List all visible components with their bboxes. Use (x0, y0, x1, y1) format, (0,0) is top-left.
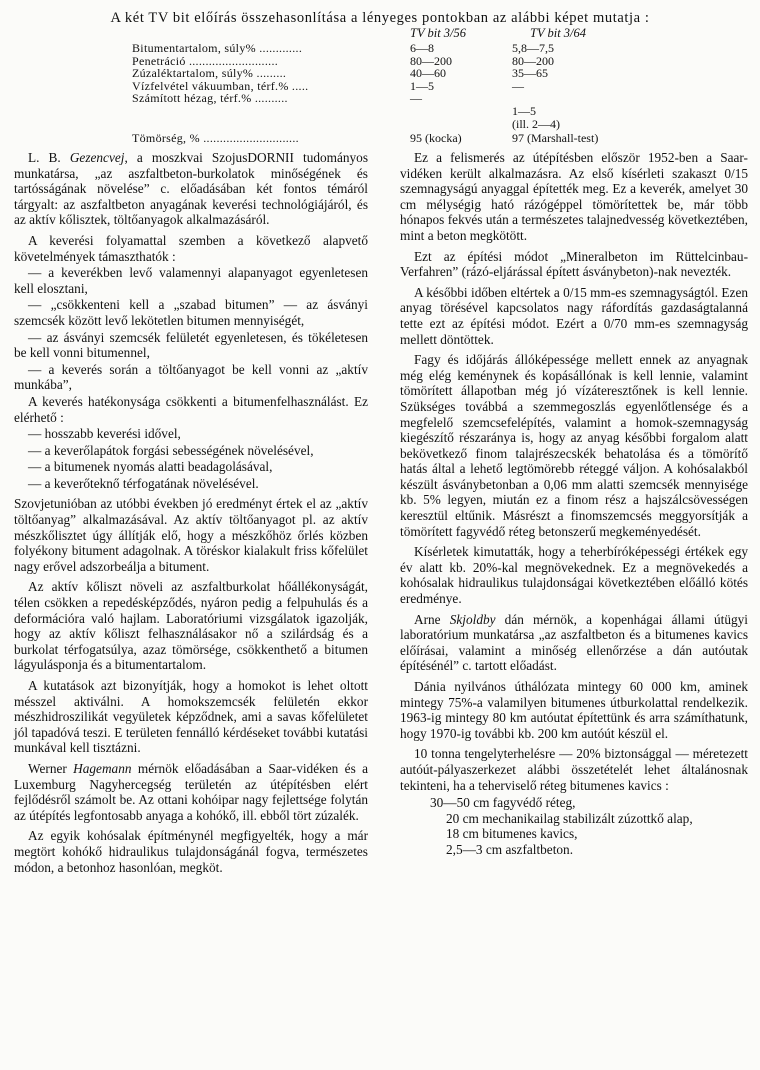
spec-row (132, 66, 692, 79)
paragraph: 10 tonna tengelyterhelésre — 20% biztonsággal — méretezett autóút-pályaszerkezet alábbi összetételét lehet általánosnak tekinteni, ha a teherviselő réteg bitumenes kavics : (400, 746, 748, 793)
dash-item: — a keverékben levő valamennyi alapanyagot egyenletesen kell elosztani, (14, 265, 368, 296)
author-prefix: Arne (414, 611, 450, 627)
dash-item: — a keverőteknő térfogatának növelésével. (28, 475, 259, 491)
spec-header (132, 26, 692, 41)
spec-row (132, 41, 692, 54)
spec-label: Zúzaléktartalom, súly% ......... (132, 66, 287, 81)
paragraph (14, 150, 368, 228)
paragraph (400, 612, 748, 674)
col2-header: TV bit 3/64 (530, 26, 587, 40)
spec-value-56: 40—60 (410, 66, 446, 81)
col1-header: TV bit 3/56 (410, 26, 467, 40)
dash-item: — „csökkenteni kell a „szabad bitumen” — az ásványi szemcsék között levő lekötetlen bitumen mennyiségét, (14, 297, 368, 328)
left-column (14, 150, 368, 880)
paragraph: A keverés hatékonysága csökkenti a bitumenfelhasználást. Ez elérhető : (14, 393, 368, 425)
spec-value-64: 35—65 (512, 66, 548, 81)
paragraph: Dánia nyilvános úthálózata mintegy 60 000 km, aminek mintegy 75%-a valamilyen bitumenes útburkolattal rendelkezik. 1963-ig mintegy 80 km autóutat építettünk és arra számíthatunk, hogy 1970-ig további kb. 200 km autóút készül el. (400, 679, 748, 741)
author-name: Hagemann (73, 760, 132, 776)
paragraph-text: , a moszkvai SzojusDORNII tudományos munkatársa, „az aszfaltbeton-burkolatok minőségének és tartósságának növelése” c. előadásában két fontos témáról tárgyalt: az aszfaltbeton anyagának keverési technológiájáról, és az aktív kőlisztek, töltőanyagok alkalmazásáról. (14, 150, 369, 228)
list-item: 20 cm mechanikailag stabilizált zúzottkő alap, (446, 810, 693, 826)
spec-value-56: 95 (kocka) (410, 131, 462, 146)
spec-row (132, 54, 692, 67)
list-item: 30—50 cm fagyvédő réteg, (430, 795, 576, 811)
paragraph: Szovjetunióban az utóbbi években jó eredményt értek el az „aktív töltőanyag” alkalmazásával. Az aktív töltőanyagot pl. az aktív mészkőlisztet úgy állítják elő, hogy a mészkőhöz őrlés közben folyékony bitument adagolnak. A töréskor kialakult friss kőfelület nagy erővel adszorbeálja a bitument. (14, 496, 368, 574)
paragraph (14, 761, 368, 823)
paragraph: Kísérletek kimutatták, hogy a teherbíróképességi értékek egy év alatt kb. 20%-kal megnövekednek. Ez a megnövekedés a kohósalak hidraulikus tulajdonságai következtében előálló kötés eredménye. (400, 544, 748, 607)
dash-item: — a keverés során a töltőanyagot be kell vonni az „aktív munkába”, (14, 361, 368, 393)
paragraph: Az egyik kohósalak építménynél megfigyelték, hogy a már megtört kohókő hidraulikus tulajdonságánál fogva, természetes módon, a betonhoz hasonlóan, megköt. (14, 828, 368, 875)
spec-label: Számított hézag, térf.% .......... (132, 91, 288, 106)
spec-row (132, 79, 692, 92)
paragraph: Fagy és időjárás állóképessége mellett ennek az anyagnak még elég keménynek és kopásállónak is kell lennie, valamint tömörített állapotban még jó vízáteresztőnek is kell lennie. Szükséges továbbá a szemmegoszlás egyenlőtlensége és a megfelelő szemcsefelépítés, valamint a homok-szemnagyság kiegészítő részaránya is, hogy az anyag későbbi forgalom alatt bekövetkező finom talajrészecskék behatolása és a tömörítő hatás által a lehető legtömörebb réteggé váljon. A kohósalakból készült ásványbetonban a 0,06 mm alatti szemcsék mennyisége kb. 5% legyen, miután ez a finom rész a hajszálcsövességen keresztül eltűnik. Másrészt a finomszemcsés meggyorsítják a tömörített fagyvédő réteg betonszerű megkeményedését. (400, 352, 748, 539)
right-column (400, 150, 748, 858)
spec-label: Bitumentartalom, súly% ............. (132, 41, 303, 55)
spec-value-64: 80—200 (512, 53, 554, 68)
spec-value-64: 97 (Marshall-test) (512, 131, 599, 146)
spec-row (132, 104, 692, 117)
author-name: Gezencvej (69, 150, 125, 165)
author-prefix: L. B. (28, 150, 70, 165)
spec-value-64: — (512, 78, 524, 93)
paragraph-text: dán mérnök, a kopenhágai állami útügyi laboratórium munkatársa „az aszfaltbeton és a bitumenes kavics előírásai, valamint a minőség ellenőrzése a dán autóutak építésénél” c. tartott előadást. (400, 611, 748, 674)
paragraph-text: mérnök előadásában a Saar-vidéken és a Luxemburg Nagyhercegség területén az útépítésben elért fejlődésről számolt be. Az ottani kohóipar nagy fejlettsége folytán az útépítés legfontosabb anyaga a kohókő, ill. ebből tört zúzalék. (14, 760, 368, 823)
spec-comparison-table (132, 26, 692, 144)
dash-item: — a bitumenek nyomás alatti beadagolásával, (28, 459, 273, 475)
paragraph: Az aktív kőliszt növeli az aszfaltburkolat hőállékonyságát, télen csökken a repedésképződés, nyáron pedig a felpuhulás és a deformációra való hajlam. Laboratóriumi vizsgálatok igazolják, hogy az aktív kőliszt felhasználásakor nő a szilárdság és a burkolat térfogatsúlya, azaz tömörsége, csökkenthető a bitumen lágyulásponja és a bitumentartalom. (14, 579, 368, 673)
paragraph: Ez a felismerés az útépítésben először 1952-ben a Saar-vidéken került alkalmazásra. Az első kísérleti szakaszt 0/15 szemnagyságú anyaggal építették meg. Ez a keverék, amelyet 30 cm mélységig ható rázógéppel tömörítettek be, már több hónapos fekvés után a természetes talajnedvesség következtében, mint a beton megkötött. (400, 150, 748, 243)
paragraph: A későbbi időben eltértek a 0/15 mm-es szemnagyságtól. Ezen anyag törésével kapcsolatos nagy ráfordítás gazdaságtalanná tette ezt az építési módot. Ezért a 0/70 mm-es szemnagyság mellett döntöttek. (400, 284, 748, 347)
spec-label: Penetráció ........................... (132, 53, 279, 68)
list-item: 18 cm bitumenes kavics, (446, 826, 578, 842)
layer-list (430, 795, 748, 857)
author-prefix: Werner (28, 760, 74, 776)
dash-item: — a keverőlapátok forgási sebességének növelésével, (28, 442, 314, 458)
spec-row (132, 91, 692, 104)
list-item: 2,5—3 cm aszfaltbeton. (446, 841, 574, 857)
spec-value-56: 80—200 (410, 53, 452, 68)
spec-value-56: — (410, 91, 422, 106)
spec-value-56: 6—8 (410, 41, 434, 55)
intro-line: A két TV bit előírás összehasonlítása a lényeges pontokban az alábbi képet mutatja : (110, 10, 650, 26)
paragraph: A kutatások azt bizonyítják, hogy a homokot is lehet oltott mésszel aktiválni. A homokszemcsék felületén ekkor mészhidroszilikát vegyületek képződnek, ami a savas kőfelületet jól tapadóvá teszi. E területen fennálló kérdéseket további kutatási munkával kell tisztázni. (14, 678, 368, 756)
dash-item: — az ásványi szemcsék felületét egyenletesen, és tökéletesen be kell vonni bitumennel, (14, 329, 368, 361)
spec-row (132, 131, 692, 144)
spec-row (132, 117, 692, 130)
spec-label: Tömörség, % ............................. (132, 131, 299, 146)
spec-value-64: (ill. 2—4) (512, 116, 560, 131)
paragraph: A keverési folyamattal szemben a következő alapvető követelmények támaszthatók : (14, 232, 368, 264)
spec-label: Vízfelvétel vákuumban, térf.% ..... (132, 78, 309, 93)
spec-value-64: 5,8—7,5 (512, 41, 554, 55)
paragraph: Ezt az építési módot „Mineralbeton im Rüttelcinbau-Verfahren” (rázó-eljárással épített ásványbeton)-nak nevezték. (400, 248, 748, 280)
spec-value-64: 1—5 (512, 103, 536, 118)
author-name: Skjoldby (449, 611, 496, 627)
spec-value-56: 1—5 (410, 78, 434, 93)
dash-item: — hosszabb keverési idővel, (28, 426, 181, 442)
